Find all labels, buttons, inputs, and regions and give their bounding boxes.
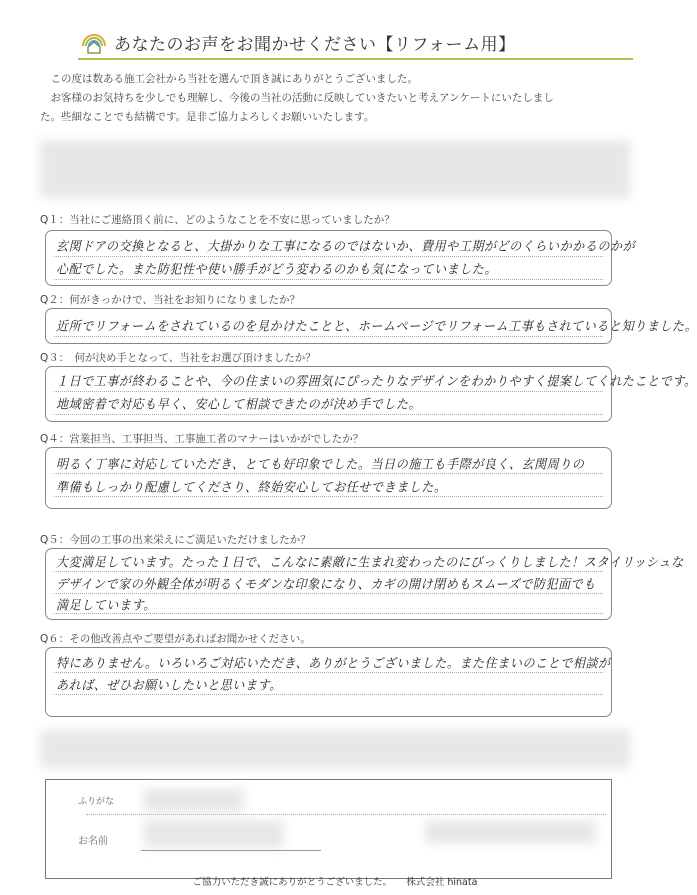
intro-line: た。些細なことでも結構です。是非ご協力よろしくお願いいたします。 [40,111,375,123]
answer-box-4 [45,447,612,509]
answer-box-6 [45,647,612,717]
furigana-label: ふりがな [78,797,115,807]
redacted-signature [426,820,596,844]
answer-2-line-1: 近所でリフォームをされているのを見かけたことと、ホームページでリフォーム工事もされていると知りました。 [56,318,697,334]
answer-box-3 [45,366,697,422]
title-underline [78,58,633,60]
answer-6-line-1: 特にありません。いろいろご対応いただき、ありがとうございました。また住まいのことで相談が [56,655,611,671]
question-3: Q３： 何が決め手となって、当社をお選び頂けましたか？ [40,352,316,364]
question-6: Q６：その他改善点やご要望があればお聞かせください。 [40,633,311,645]
house-rainbow-icon [80,32,108,54]
question-5: Q５：今回の工事の出来栄えにご満足いただけましたか？ [40,534,311,546]
answer-4-line-1: 明るく丁寧に対応していただき、とても好印象でした。当日の施工も手際が良く、玄関周りの [56,456,585,472]
answer-4-line-2: 準備もしっかり配慮してくださり、終始安心してお任せできました。 [56,479,447,495]
answer-5-line-2: デザインで家の外観全体が明るくモダンな印象になり、カギの開け閉めもスムーズで防犯面でも [56,576,596,592]
answer-box-2 [45,308,697,344]
footer-text: ご協力いただき誠にありがとうございました。 株式会社 hinata [192,877,478,888]
question-4: Q４：営業担当、工事担当、工事施工者のマナーはいかがでしたか？ [40,433,364,445]
intro-text [40,70,640,127]
answer-5-line-3: 満足しています。 [56,597,156,613]
redacted-area [40,730,630,768]
answer-3-line-1: １日で工事が終わることや、今の住まいの雰囲気にぴったりなデザインをわかりやすく提案してくれたことです。 [56,373,697,389]
redacted-furigana [144,788,244,812]
name-label: お名前 [78,836,108,847]
page-title [80,30,516,55]
name-section [45,779,612,879]
answer-box-5 [45,548,684,620]
answer-box-1 [45,230,636,286]
question-1: Q１：当社にご連絡頂く前に、どのようなことを不安に思っていましたか？ [40,214,395,226]
answer-1-line-1: 玄関ドアの交換となると、大掛かりな工事になるのではないか、費用や工期がどのくらいかかるのかが [56,238,636,254]
answer-3-line-2: 地域密着で対応も早く、安心して相談できたのが決め手でした。 [56,396,422,412]
answer-1-line-2: 心配でした。また防犯性や使い勝手がどう変わるのかも気になっていました。 [56,261,498,277]
title-text: あなたのお声をお聞かせください【リフォーム用】 [114,35,516,55]
answer-5-line-1: 大変満足しています。たった１日で、こんなに素敵に生まれ変わったのにびっくりしました！スタイリッシュな [56,554,684,570]
intro-line: この度は数ある施工会社から当社を選んで頂き誠にありがとうございました。 [50,73,418,85]
question-2: Q２：何がきっかけで、当社をお知りになりましたか？ [40,294,301,306]
answer-6-line-2: あれば、ぜひお願いしたいと思います。 [56,677,282,693]
redacted-area [40,140,630,198]
intro-line: お客様のお気持ちを少しでも理解し、今後の当社の活動に反映していきたいと考えアンケートにいたしまし [50,92,554,104]
redacted-name [144,820,284,848]
